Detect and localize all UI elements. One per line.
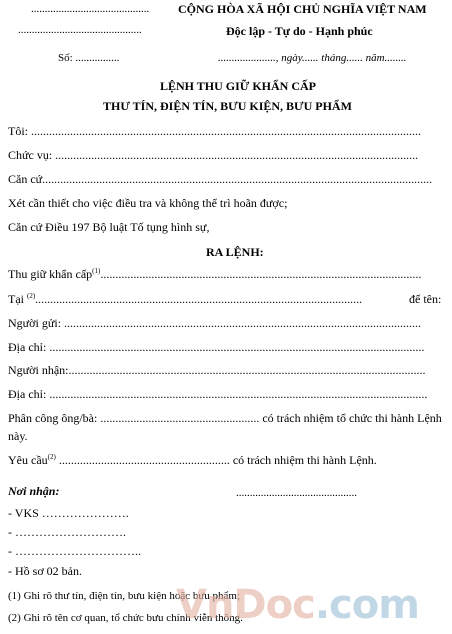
field-phan-cong-cont: này.	[8, 429, 28, 443]
recipient-ho-so: - Hồ sơ 02 bản.	[8, 564, 83, 578]
field-toi: Tôi: ..................................................................................................................................	[8, 124, 421, 138]
field-nguoi-gui: Người gửi: .......................................................................................................................	[8, 316, 422, 330]
thu-giu-label: Thu giữ khẩn cấp	[8, 267, 93, 281]
footnote-ref-2b: (2)	[47, 453, 56, 461]
field-dia-chi-gui: Địa chỉ: .............................................................................................................................	[8, 340, 425, 354]
tai-dots: .............................................................................................................	[35, 292, 363, 306]
watermark-logo	[176, 582, 419, 628]
yeu-cau-rest: ......................................................... có trách nhiệm thi hành Lệnh.	[55, 453, 377, 467]
heading-ra-lenh: RA LỆNH:	[206, 245, 264, 259]
field-chuc-vu: Chức vụ: .........................................................................................................................	[8, 148, 419, 162]
footnote-2: (2) Ghi rõ tên cơ quan, tổ chức bưu chính viễn thông.	[8, 612, 243, 624]
motto: Độc lập - Tự do - Hạnh phúc	[226, 24, 373, 38]
recipient-item-3: - …………………………..	[8, 544, 141, 558]
field-thu-giu	[8, 267, 421, 282]
field-dia-chi-nhan: Địa chỉ: ..............................................................................................................................	[8, 387, 428, 401]
country-name: CỘNG HÒA XÃ HỘI CHỦ NGHĨA VIỆT NAM	[178, 2, 427, 16]
thu-giu-dots: ...........................................................................................................	[100, 267, 422, 281]
watermark-part-2: .com	[314, 582, 419, 628]
text-xet-can-thiet: Xét cần thiết cho việc điều tra và không thể trì hoãn được;	[8, 196, 288, 210]
recipient-item-2: - ……………………….	[8, 525, 126, 539]
signature-dots: ............................................	[236, 487, 357, 499]
tai-label: Tại	[8, 292, 27, 306]
field-phan-cong: Phân công ông/bà: ..................................................... có trách nhiệm tổ chức thi hành Lệnh	[8, 411, 442, 425]
noi-nhan-heading: Nơi nhận:	[8, 484, 60, 498]
document-number: Số: ................	[58, 52, 120, 64]
title-line-1: LỆNH THU GIỮ KHẨN CẤP	[160, 79, 317, 93]
document-date: ....................., ngày...... tháng...... năm........	[218, 52, 407, 64]
text-can-cu-dieu: Căn cứ Điều 197 Bộ luật Tố tụng hình sự,	[8, 220, 210, 234]
yeu-cau-label: Yêu cầu	[8, 453, 48, 467]
footnote-ref-1: (1)	[92, 267, 101, 275]
org-dots-line-1: ...........................................	[31, 3, 150, 15]
footnote-ref-2: (2)	[27, 292, 36, 300]
footnote-1: (1) Ghi rõ thư tín, điện tín, bưu kiện hoặc bưu phẩm;	[8, 590, 241, 602]
field-nguoi-nhan: Người nhận:.......................................................................................................................	[8, 363, 426, 377]
org-dots-line-2: .............................................	[18, 24, 142, 36]
field-tai	[8, 292, 362, 307]
watermark-part-1: VnDoc	[176, 582, 315, 628]
recipient-vks: - VKS ………………….	[8, 506, 129, 520]
label-de-ten: để tên:	[409, 292, 442, 306]
field-yeu-cau	[8, 453, 377, 468]
title-line-2: THƯ TÍN, ĐIỆN TÍN, BƯU KIỆN, BƯU PHẨM	[103, 99, 352, 113]
field-can-cu: Căn cứ..................................................................................................................................	[8, 172, 433, 186]
